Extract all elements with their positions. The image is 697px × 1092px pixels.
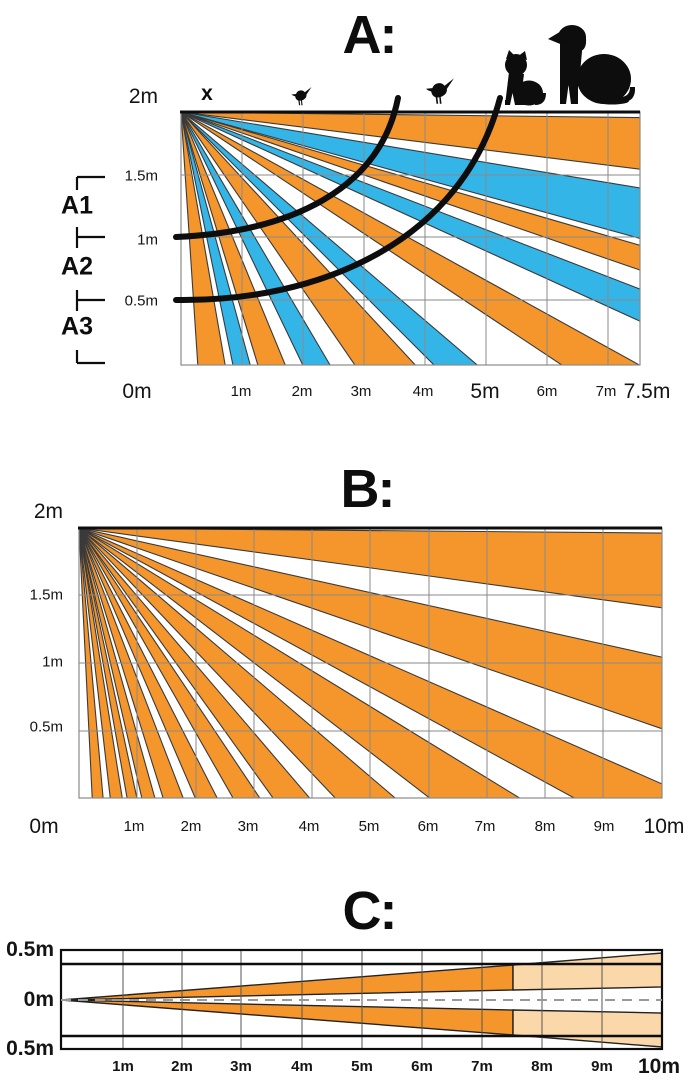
a-distance-label-0m: 0m: [122, 380, 152, 403]
a-distance-label-5m: 5m: [470, 380, 500, 403]
c-height-label-0.5m: 0.5m: [6, 938, 54, 961]
a-distance-label-7m: 7m: [595, 383, 617, 400]
a-height-label-0.5m: 0.5m: [124, 292, 158, 310]
c-distance-label-5m: 5m: [351, 1058, 373, 1075]
c-height-label-0m: 0m: [23, 988, 54, 1011]
b-height-label-1m: 1m: [42, 653, 63, 671]
c-distance-label-10m: 10m: [637, 1055, 681, 1078]
b-distance-label-1m: 1m: [123, 818, 145, 835]
a-height-label-2m: 2m: [128, 85, 158, 108]
c-distance-label-4m: 4m: [291, 1058, 313, 1075]
chart-c: [61, 950, 662, 1049]
b-height-label-2m: 2m: [33, 500, 63, 523]
c-distance-label-1m: 1m: [112, 1058, 134, 1075]
cat-icon: [500, 50, 549, 106]
a-distance-label-3m: 3m: [350, 383, 372, 400]
zone-label-A1: A1: [61, 191, 93, 220]
chart-c-wedge-2: [513, 953, 662, 990]
section-title-b: B:: [340, 459, 394, 519]
section-title-c: C:: [342, 881, 396, 941]
dog-icon: [548, 23, 636, 105]
b-height-label-1.5m: 1.5m: [29, 586, 63, 604]
a-distance-label-2m: 2m: [291, 383, 313, 400]
b-distance-label-6m: 6m: [417, 818, 439, 835]
b-height-label-0.5m: 0.5m: [29, 718, 63, 736]
chart-c-wedge-4: [513, 1010, 662, 1047]
b-distance-label-8m: 8m: [534, 818, 556, 835]
b-distance-label-9m: 9m: [593, 818, 615, 835]
section-title-a: A:: [342, 5, 396, 65]
a-distance-label-7.5m: 7.5m: [623, 380, 671, 403]
c-distance-label-2m: 2m: [171, 1058, 193, 1075]
c-distance-label-9m: 9m: [591, 1058, 613, 1075]
chart-c-wedge-1: [61, 965, 513, 1000]
a-distance-label-4m: 4m: [412, 383, 434, 400]
b-distance-label-4m: 4m: [298, 818, 320, 835]
c-distance-label-8m: 8m: [531, 1058, 553, 1075]
b-distance-label-3m: 3m: [237, 818, 259, 835]
b-distance-label-7m: 7m: [474, 818, 496, 835]
c-distance-label-6m: 6m: [411, 1058, 433, 1075]
a-distance-label-1m: 1m: [230, 383, 252, 400]
b-distance-label-0m: 0m: [29, 815, 59, 838]
large-bird-icon: [424, 74, 456, 105]
c-distance-label-3m: 3m: [230, 1058, 252, 1075]
c-height-label-0.5m: 0.5m: [6, 1037, 54, 1060]
a-height-label-1m: 1m: [137, 231, 158, 249]
a-distance-label-6m: 6m: [536, 383, 558, 400]
zone-label-A3: A3: [61, 312, 93, 341]
b-distance-label-10m: 10m: [643, 815, 685, 838]
c-distance-label-7m: 7m: [471, 1058, 493, 1075]
b-distance-label-5m: 5m: [358, 818, 380, 835]
sensor-x-marker: x: [201, 82, 213, 105]
chart-c-wedge-3: [61, 1000, 513, 1035]
small-bird-icon: [290, 84, 313, 106]
b-distance-label-2m: 2m: [180, 818, 202, 835]
a-height-label-1.5m: 1.5m: [124, 167, 158, 185]
zone-label-A2: A2: [61, 252, 93, 281]
